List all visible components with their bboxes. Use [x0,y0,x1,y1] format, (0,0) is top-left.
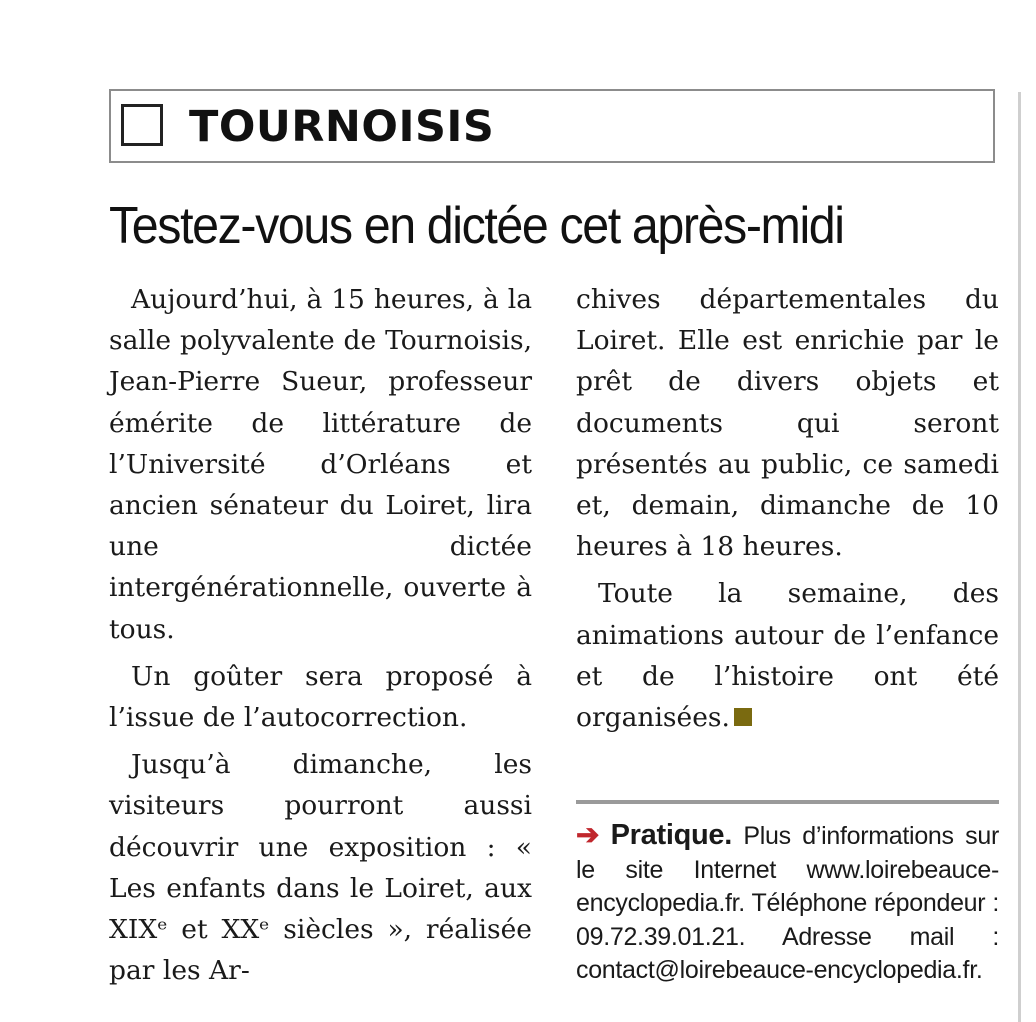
article-column-left [109,279,532,997]
info-separator [576,800,999,804]
column-divider-rule [1018,92,1021,1022]
paragraph: Un goûter sera proposé à l’issue de l’autocorrection. [109,660,532,734]
end-mark-icon [734,708,752,726]
paragraph: Aujourd’hui, à 15 heures, à la salle polyvalente de Tournoisis, Jean-Pierre Sueur, professeur émérite de littérature de l’Université d’Orléans et ancien sénateur du Loiret, lira une dictée intergénérationnelle, ouverte à tous. [109,284,532,645]
rubric-square-icon [121,104,163,146]
paragraph: chives départementales du Loiret. Elle est enrichie par le prêt de divers objets et documents qui seront présentés au public, ce samedi et, demain, dimanche de 10 heures à 18 heures. [576,284,999,563]
arrow-right-icon: ➔ [576,819,600,850]
info-text: Plus d’informations sur le site Internet www.loirebeauce-encyclopedia.fr. Téléphone répondeur : 09.72.39.01.21. Adresse mail : contact@loirebeauce-encyclopedia.fr. [576,822,999,984]
info-lead: Pratique. [610,819,732,851]
practical-info [576,818,999,988]
paragraph [576,573,999,738]
article-headline: Testez-vous en dictée cet après-midi [109,197,844,255]
rubric-title: TOURNOISIS [189,102,495,152]
section-rubric [109,89,995,163]
article-column-right [576,279,999,744]
paragraph-text: Toute la semaine, des animations autour de l’enfance et de l’histoire ont été organisées. [576,578,999,734]
paragraph: Jusqu’à dimanche, les visiteurs pourront aussi découvrir une exposition : « Les enfants dans le Loiret, aux XIXᵉ et XXᵉ siècles », réalisée par les Ar- [109,749,532,987]
